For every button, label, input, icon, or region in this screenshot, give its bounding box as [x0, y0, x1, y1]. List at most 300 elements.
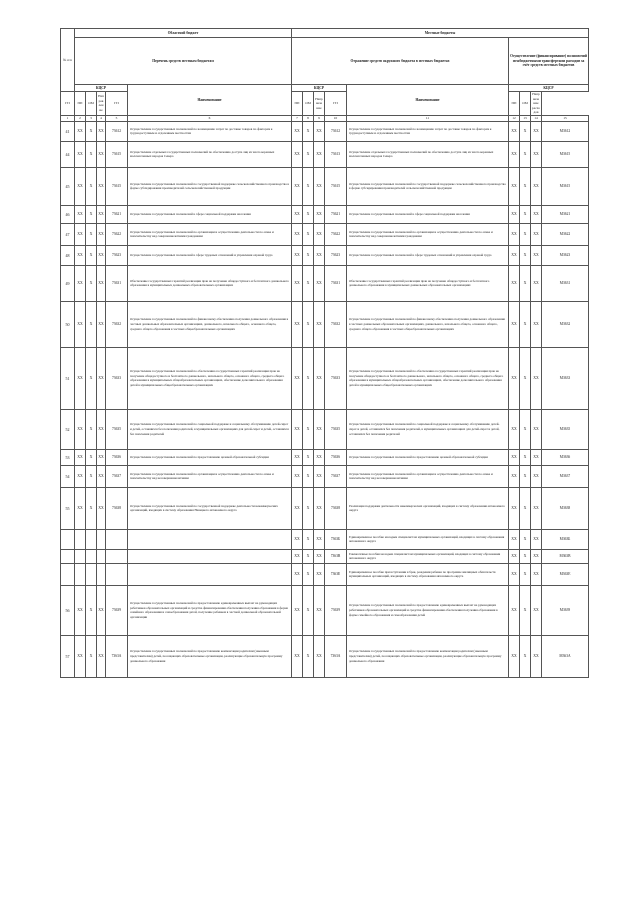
gp-cell: XX	[75, 449, 86, 465]
pp-cell: X	[86, 301, 97, 347]
om-cell	[97, 563, 106, 585]
table-row	[61, 223, 589, 245]
row-number: 48	[61, 245, 75, 265]
column-number-cell: 14	[531, 115, 542, 121]
local-direction-cell: 73632	[325, 301, 347, 347]
local-om-cell: XX	[314, 167, 325, 205]
local-pp-cell: X	[303, 449, 314, 465]
target-pp-cell: X	[520, 205, 531, 223]
gp-cell: XX	[75, 465, 86, 487]
local-pp-cell: X	[303, 301, 314, 347]
local-gp-cell: XX	[292, 585, 303, 635]
direction-cell: 73633	[106, 347, 128, 409]
regional-name-cell: Осуществление государственных полномочий по предоставлению целевой образовательной субсидии	[128, 449, 292, 465]
direction-cell	[106, 529, 128, 549]
om-cell: XX	[97, 347, 106, 409]
row-number: 44	[61, 141, 75, 167]
local-om-cell: XX	[314, 301, 325, 347]
rownum-header: № п/п	[61, 29, 75, 92]
target-gp-cell: XX	[509, 409, 520, 449]
target-om-cell: XX	[531, 245, 542, 265]
local-om-cell: XX	[314, 205, 325, 223]
local-name-cell: Осуществление отдельных государственных полномочий по обеспечению доступа лиц из числа коренных малочисленных народов Севера	[347, 141, 509, 167]
regional-name-cell: Осуществление государственных полномочий по организации и осуществлению деятельности по опеке и попечительству над совершеннолетними гражданами	[128, 223, 292, 245]
regional-name-cell: Осуществление государственных полномочий по финансовому обеспечению получения дошкольного образования в частных дошкольных образовательных организациях, дошкольного, начального общего, основного общего, среднего общего образования в частных общеобразовательных организациях	[128, 301, 292, 347]
local-budgets-header: Местные бюджеты	[292, 29, 589, 38]
local-direction-cell: 73636	[325, 449, 347, 465]
table-row	[61, 449, 589, 465]
local-name-cell: Единовременное пособие при вступлении в брак, рождении ребенка по программе жилищных обязательств муниципальных организаций, входящих в систему образования автономного округа	[347, 563, 509, 585]
column-number-cell: 4	[97, 115, 106, 121]
direction-header: Направление	[97, 92, 106, 116]
local-gp-header: ГП	[106, 92, 128, 116]
target-om-cell: XX	[531, 549, 542, 563]
target-pp-cell: X	[520, 465, 531, 487]
direction-cell: 73639	[106, 585, 128, 635]
direction-cell: 73615	[106, 167, 128, 205]
regional-name-cell: Осуществление государственных полномочий по государственной поддержке деятельности некоммерческих организаций, входящих в систему образования Ненецкого автономного округа	[128, 487, 292, 529]
local-om-cell: XX	[314, 409, 325, 449]
local-name-cell: Осуществление государственных полномочий по предоставлению единовременных выплат на руководящих работников образовательных организаций и средства финансирования обеспечения получения образования в форме семейного образования и самообразования детей	[347, 585, 509, 635]
direction-cell: 73631	[106, 265, 128, 301]
target-om-header: ОМ	[520, 92, 531, 116]
local-om-header: ОМ	[303, 92, 314, 116]
target-om-cell: XX	[531, 167, 542, 205]
table-row	[61, 265, 589, 301]
target-pp-cell: X	[520, 167, 531, 205]
target-gp-cell: XX	[509, 635, 520, 677]
local-name-cell: Осуществление государственных полномочий по организации и осуществлению деятельности по опеке и попечительству над несовершеннолетними	[347, 465, 509, 487]
local-pp-cell: X	[303, 529, 314, 549]
pp-cell: X	[86, 245, 97, 265]
target-gp-cell: XX	[509, 449, 520, 465]
gp-cell: XX	[75, 487, 86, 529]
direction-cell	[106, 549, 128, 563]
local-om-cell: XX	[314, 347, 325, 409]
regional-name-cell: Осуществление государственных полномочий по государственной поддержке сельскохозяйственного производства в форме субсидирования производителей сельскохозяйственной продукции	[128, 167, 292, 205]
target-gp-cell: XX	[509, 529, 520, 549]
row-number: 45	[61, 167, 75, 205]
local-direction-cell: 73635	[325, 409, 347, 449]
pp-cell: X	[86, 347, 97, 409]
row-number: 51	[61, 347, 75, 409]
om-cell: XX	[97, 141, 106, 167]
local-name-cell: Осуществление государственных полномочий по предоставлению целевой образовательной субсидии	[347, 449, 509, 465]
budget-document	[60, 28, 588, 678]
local-om-cell: XX	[314, 245, 325, 265]
target-gp-cell: XX	[509, 121, 520, 141]
local-gp-cell: XX	[292, 245, 303, 265]
local-om-cell: XX	[314, 563, 325, 585]
local-direction-cell: 73633	[325, 347, 347, 409]
om-cell: XX	[97, 265, 106, 301]
local-pp-header: ПП	[292, 92, 303, 116]
column-number-cell: 5	[106, 115, 128, 121]
target-om-cell: XX	[531, 265, 542, 301]
regional-transfers-header: Перечень средств местным бюджетам	[75, 38, 292, 85]
row-number: 53	[61, 449, 75, 465]
target-pp-cell: X	[520, 585, 531, 635]
local-pp-cell: X	[303, 223, 314, 245]
local-gp-cell: XX	[292, 265, 303, 301]
column-number-cell: 7	[292, 115, 303, 121]
local-om-cell: XX	[314, 635, 325, 677]
pp-cell: X	[86, 449, 97, 465]
target-direction-cell: М3612	[542, 121, 589, 141]
target-pp-cell: X	[520, 223, 531, 245]
local-pp-cell: X	[303, 121, 314, 141]
direction-cell: 73637	[106, 465, 128, 487]
target-om-cell: XX	[531, 449, 542, 465]
local-direction-cell: 7363В	[325, 549, 347, 563]
local-direction-cell: 73623	[325, 245, 347, 265]
pp-cell: X	[86, 223, 97, 245]
local-name-cell: Осуществление государственных полномочий по обеспечению государственных гарантий реализации прав на получение общедоступного и бесплатного дошкольного, начального общего, основного общего, среднего общего образования в муниципальных общеобразовательных организациях, обеспечение дополнительного образования детей в муниципальных общеобразовательных организациях	[347, 347, 509, 409]
om-cell	[97, 549, 106, 563]
direction-cell: 73638	[106, 487, 128, 529]
column-number-cell: 6	[128, 115, 292, 121]
target-gp-cell: XX	[509, 223, 520, 245]
direction-cell: 73621	[106, 205, 128, 223]
local-om-cell: XX	[314, 141, 325, 167]
row-number	[61, 529, 75, 549]
gp-cell: XX	[75, 121, 86, 141]
target-om-cell: XX	[531, 121, 542, 141]
local-name-cell: Осуществление государственных полномочий в сфере трудовых отношений и управления охраной труда	[347, 245, 509, 265]
regional-name-cell	[128, 529, 292, 549]
om-cell: XX	[97, 465, 106, 487]
local-gp-cell: XX	[292, 121, 303, 141]
local-om-cell: XX	[314, 121, 325, 141]
row-number: 41	[61, 121, 75, 141]
target-pp-cell: X	[520, 549, 531, 563]
local-om-cell: XX	[314, 529, 325, 549]
local-om-cell: XX	[314, 549, 325, 563]
target-pp-cell: X	[520, 245, 531, 265]
local-om-cell: XX	[314, 265, 325, 301]
target-gp-cell: XX	[509, 347, 520, 409]
pp-cell: X	[86, 167, 97, 205]
regional-name-cell: Осуществление государственных полномочий по предоставлению компенсации родителям (законным представителям) детей, посещающих образовательные организации, реализующие образовательную программу дошкольного образования	[128, 635, 292, 677]
local-pp-cell: X	[303, 205, 314, 223]
local-name-cell: Осуществление государственных полномочий в сфере социальной поддержки населения	[347, 205, 509, 223]
row-number: 46	[61, 205, 75, 223]
local-direction-cell: 73637	[325, 465, 347, 487]
om-cell	[97, 529, 106, 549]
local-om-cell: XX	[314, 223, 325, 245]
regional-name-cell	[128, 563, 292, 585]
budget-table	[60, 28, 589, 678]
local-name-cell: Осуществление государственных полномочий по социальной поддержке и социальному обслуживанию детей-сирот и детей, оставшихся без попечения родителей, в муниципальных организациях для детей-сирот и детей, оставшихся без попечения родителей	[347, 409, 509, 449]
target-om-cell: XX	[531, 205, 542, 223]
pp-header: ПП	[75, 92, 86, 116]
regional-name-cell: Осуществление государственных полномочий в сфере социальной поддержки населения	[128, 205, 292, 223]
budget-table-body	[61, 121, 589, 677]
local-gp-cell: XX	[292, 549, 303, 563]
local-pp-cell: X	[303, 265, 314, 301]
om-cell: XX	[97, 301, 106, 347]
target-gp-cell: XX	[509, 205, 520, 223]
pp-cell: X	[86, 409, 97, 449]
column-number-cell: 2	[75, 115, 86, 121]
local-gp-cell: XX	[292, 205, 303, 223]
regional-name-cell	[128, 549, 292, 563]
gp-cell: XX	[75, 635, 86, 677]
local-gp-cell: XX	[292, 167, 303, 205]
regional-budget-header: Областной бюджет	[75, 29, 292, 38]
table-row	[61, 549, 589, 563]
target-pp-cell: X	[520, 141, 531, 167]
kcsr-header: КЦСР	[75, 85, 128, 92]
table-row	[61, 487, 589, 529]
implementation-header: Осуществление (финансирование) полномочий межбюджетными трансфертами расходов за счёт средств местных бюджетов	[509, 38, 589, 85]
target-direction-cell: М3622	[542, 223, 589, 245]
local-direction-cell: 73631	[325, 265, 347, 301]
local-direction-cell: 73622	[325, 223, 347, 245]
row-number: 50	[61, 301, 75, 347]
target-pp-cell: X	[520, 301, 531, 347]
local-om-cell: XX	[314, 449, 325, 465]
om-cell: XX	[97, 409, 106, 449]
local-pp-cell: X	[303, 245, 314, 265]
target-direction-cell: М3623	[542, 245, 589, 265]
target-gp-cell: XX	[509, 465, 520, 487]
local-direction-cell: 7363Е	[325, 563, 347, 585]
local-direction-cell: 73615	[325, 167, 347, 205]
gp-cell	[75, 563, 86, 585]
target-direction-cell: М363Б	[542, 529, 589, 549]
local-name-cell: Осуществление государственных полномочий по возмещению затрат по доставке товаров по факторам к труднодоступным и отдаленным местностям	[347, 121, 509, 141]
row-number: 57	[61, 635, 75, 677]
row-number: 54	[61, 465, 75, 487]
row-number: 49	[61, 265, 75, 301]
local-name-cell: Ежемесячные пособия молодым специалистам муниципальных организаций, входящих в систему образования автономного округа	[347, 549, 509, 563]
local-pp-cell: X	[303, 141, 314, 167]
column-number-cell: 8	[303, 115, 314, 121]
local-om-cell: XX	[314, 487, 325, 529]
om-cell: XX	[97, 121, 106, 141]
table-row	[61, 409, 589, 449]
target-om-cell: XX	[531, 529, 542, 549]
target-pp-cell: X	[520, 347, 531, 409]
om-cell: XX	[97, 205, 106, 223]
target-pp-cell: X	[520, 409, 531, 449]
direction-cell: 7363А	[106, 635, 128, 677]
local-gp-cell: XX	[292, 563, 303, 585]
target-direction-cell: М3633	[542, 347, 589, 409]
column-number-cell: 12	[509, 115, 520, 121]
om-cell: XX	[97, 167, 106, 205]
om-cell: XX	[97, 487, 106, 529]
om-cell: XX	[97, 223, 106, 245]
local-direction-cell: 7363А	[325, 635, 347, 677]
local-pp-cell: X	[303, 347, 314, 409]
target-gp-cell: XX	[509, 549, 520, 563]
target-pp-cell: X	[520, 121, 531, 141]
local-gp-cell: XX	[292, 409, 303, 449]
pp-cell: X	[86, 205, 97, 223]
column-number-cell: 10	[325, 115, 347, 121]
local-name-cell: Осуществление государственных полномочий по государственной поддержке сельскохозяйственного производства в форме субсидирования производителей сельскохозяйственной продукции	[347, 167, 509, 205]
gp-header: ГП	[61, 92, 75, 116]
local-gp-cell: XX	[292, 449, 303, 465]
local-pp-cell: X	[303, 487, 314, 529]
local-direction-cell: 7363Б	[325, 529, 347, 549]
column-number-cell: 11	[347, 115, 509, 121]
target-direction-cell: М3632	[542, 301, 589, 347]
target-pp-cell: X	[520, 529, 531, 549]
column-number-cell: 9	[314, 115, 325, 121]
target-om-cell: XX	[531, 347, 542, 409]
local-om-cell: XX	[314, 465, 325, 487]
pp-cell: X	[86, 141, 97, 167]
local-pp-cell: X	[303, 465, 314, 487]
row-number	[61, 549, 75, 563]
direction-cell: 73615	[106, 141, 128, 167]
regional-name-cell: Осуществление отдельных государственных полномочий по обеспечению доступа лиц из числа коренных малочисленных народов Севера	[128, 141, 292, 167]
table-row	[61, 167, 589, 205]
row-number: 47	[61, 223, 75, 245]
gp-cell: XX	[75, 301, 86, 347]
local-pp-cell: X	[303, 585, 314, 635]
target-direction-cell: М3615	[542, 141, 589, 167]
local-gp-cell: XX	[292, 529, 303, 549]
target-om-cell: XX	[531, 409, 542, 449]
target-gp-cell: XX	[509, 265, 520, 301]
target-direction-header: Направление расходов	[532, 92, 540, 115]
regional-name-cell: Обеспечение государственных гарантий реализации прав на получение общедоступного и бесплатного дошкольного образования в муниципальных дошкольных образовательных организациях	[128, 265, 292, 301]
gp-cell: XX	[75, 223, 86, 245]
local-name-cell: Единовременное пособие молодым специалистам муниципальных организаций, входящих в систему образования автономного округа	[347, 529, 509, 549]
target-pp-cell: X	[520, 635, 531, 677]
row-number	[61, 563, 75, 585]
column-number-cell: 15	[542, 115, 589, 121]
column-number-cell: 3	[86, 115, 97, 121]
local-direction-cell: 73621	[325, 205, 347, 223]
name-header-local: Наименование	[347, 85, 509, 116]
target-om-cell: XX	[531, 635, 542, 677]
pp-cell	[86, 563, 97, 585]
local-pp-cell: X	[303, 167, 314, 205]
column-number-cell: 1	[61, 115, 75, 121]
row-number: 56	[61, 585, 75, 635]
local-direction-cell: 73613	[325, 141, 347, 167]
regional-name-cell: Осуществление государственных полномочий по социальной поддержке и социальному обслуживанию детей-сирот и детей, оставшихся без попечения родителей, в муниципальных организациях для детей-сирот и детей, оставшихся без попечения родителей	[128, 409, 292, 449]
kcsr-header-target: КЦСР	[509, 85, 589, 92]
table-row	[61, 529, 589, 549]
direction-cell: 73635	[106, 409, 128, 449]
local-gp-cell: XX	[292, 347, 303, 409]
pp-cell: X	[86, 121, 97, 141]
target-gp-cell: XX	[509, 167, 520, 205]
target-pp-header: ПП	[509, 92, 520, 116]
local-name-cell: Осуществление государственных полномочий по финансовому обеспечению получения дошкольного образования в частных дошкольных образовательных организациях, дошкольного, начального общего, основного общего, среднего общего образования в частных общеобразовательных организациях	[347, 301, 509, 347]
gp-cell	[75, 549, 86, 563]
target-gp-cell: XX	[509, 301, 520, 347]
target-gp-cell: XX	[509, 563, 520, 585]
local-gp-cell: XX	[292, 465, 303, 487]
target-pp-cell: X	[520, 487, 531, 529]
local-name-cell: Обеспечение государственных гарантий реализации прав на получение общедоступного и бесплатного дошкольного образования в муниципальных дошкольных образовательных организациях	[347, 265, 509, 301]
direction-cell: 73622	[106, 223, 128, 245]
gp-cell: XX	[75, 245, 86, 265]
gp-cell: XX	[75, 167, 86, 205]
gp-cell	[75, 529, 86, 549]
target-gp-cell: XX	[509, 141, 520, 167]
target-direction-cell: М3638	[542, 487, 589, 529]
pp-cell	[86, 549, 97, 563]
table-row	[61, 585, 589, 635]
pp-cell: X	[86, 585, 97, 635]
local-name-cell: Осуществление государственных полномочий по организации и осуществлению деятельности по опеке и попечительству над совершеннолетними гражданами	[347, 223, 509, 245]
target-om-cell: XX	[531, 141, 542, 167]
om-cell: XX	[97, 449, 106, 465]
target-direction-cell: М3639	[542, 585, 589, 635]
local-direction-cell: 73612	[325, 121, 347, 141]
local-pp-cell: X	[303, 563, 314, 585]
table-row	[61, 635, 589, 677]
local-transfers-header: Отражение средств окружного бюджета в местных бюджетах	[292, 38, 509, 85]
local-pp-cell: X	[303, 549, 314, 563]
direction-cell: 73623	[106, 245, 128, 265]
target-om-cell: XX	[531, 487, 542, 529]
target-direction-cell: М3631	[542, 265, 589, 301]
local-gp-cell: XX	[292, 223, 303, 245]
table-row	[61, 245, 589, 265]
direction-cell: 73612	[106, 121, 128, 141]
table-row	[61, 301, 589, 347]
direction-cell: 73632	[106, 301, 128, 347]
table-row	[61, 563, 589, 585]
local-name-cell: Реализация поддержки деятельности некоммерческих организаций, входящих в систему образования автономного округа	[347, 487, 509, 529]
target-direction-cell: М3636	[542, 449, 589, 465]
pp-cell: X	[86, 265, 97, 301]
row-number: 55	[61, 487, 75, 529]
target-om-cell: XX	[531, 563, 542, 585]
pp-cell	[86, 529, 97, 549]
local-pp-cell: X	[303, 635, 314, 677]
row-number: 52	[61, 409, 75, 449]
target-direction-cell: М363А	[542, 635, 589, 677]
gp-cell: XX	[75, 409, 86, 449]
local-direction-cell: 73639	[325, 585, 347, 635]
table-row	[61, 121, 589, 141]
target-pp-cell: X	[520, 563, 531, 585]
target-direction-cell: М363Е	[542, 563, 589, 585]
regional-name-cell: Осуществление государственных полномочий по возмещению затрат по доставке товаров по факторам к труднодоступным и отдаленным местностям	[128, 121, 292, 141]
target-direction-cell: М3615	[542, 167, 589, 205]
regional-name-cell: Осуществление государственных полномочий по обеспечению государственных гарантий реализации прав на получение общедоступного и бесплатного дошкольного, начального общего, основного общего, среднего общего образования в муниципальных общеобразовательных организациях, обеспечение дополнительного образования детей в муниципальных общеобразовательных организациях	[128, 347, 292, 409]
target-direction-cell: М3635	[542, 409, 589, 449]
target-direction-cell: М3637	[542, 465, 589, 487]
target-pp-cell: X	[520, 449, 531, 465]
target-gp-cell: XX	[509, 585, 520, 635]
target-om-cell: XX	[531, 465, 542, 487]
local-gp-cell: XX	[292, 487, 303, 529]
regional-name-cell: Осуществление государственных полномочий по предоставлению единовременных выплат на руководящих работников образовательных организаций и средства финансирования обеспечения получения образования в форме семейного образования и самообразования детей, получение ребенком в частной дошкольной образовательной организации	[128, 585, 292, 635]
local-gp-cell: XX	[292, 635, 303, 677]
local-gp-cell: XX	[292, 141, 303, 167]
target-om-cell: XX	[531, 585, 542, 635]
target-gp-cell: XX	[509, 245, 520, 265]
pp-cell: X	[86, 635, 97, 677]
direction-cell	[106, 563, 128, 585]
table-row	[61, 347, 589, 409]
name-header: Наименование	[128, 85, 292, 116]
local-gp-cell: XX	[292, 301, 303, 347]
target-gp-header: ГП	[325, 92, 347, 116]
gp-cell: XX	[75, 141, 86, 167]
